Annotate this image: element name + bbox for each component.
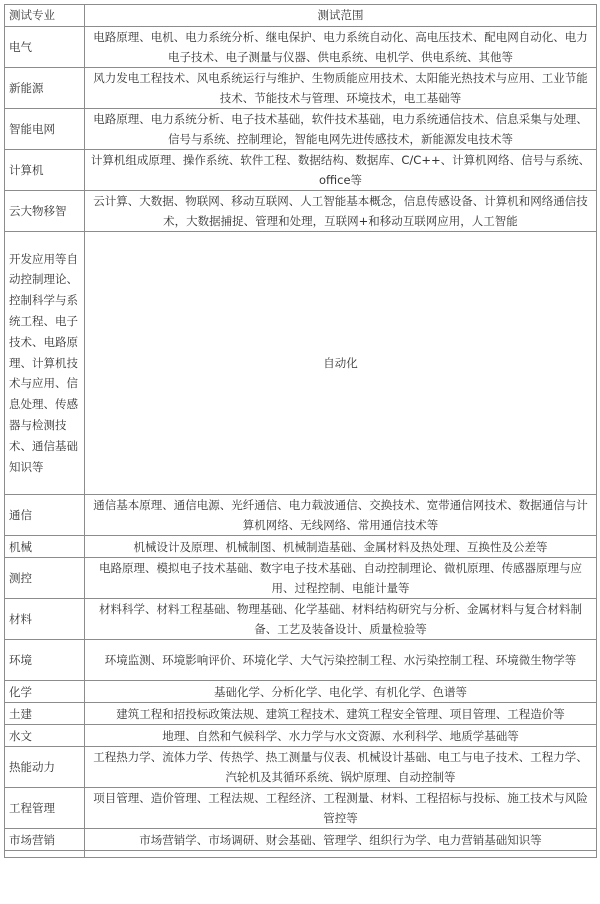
scope-cell: 项目管理、造价管理、工程法规、工程经济、工程测量、材料、工程招标与投标、施工技术与风险管控等 [85,788,597,829]
scope-cell: 材料科学、材料工程基础、物理基础、化学基础、材料结构研究与分析、金属材料与复合材料制备、工艺及装备设计、质量检验等 [85,599,597,640]
table-row [5,640,597,681]
syllabus-table [4,4,597,858]
table-row [5,599,597,640]
scope-cell: 市场营销学、市场调研、财会基础、管理学、组织行为学、电力营销基础知识等 [85,829,597,851]
table-row [5,150,597,191]
table-row [5,27,597,68]
table-row [5,191,597,232]
table-row [5,681,597,703]
major-cell: 水文 [5,725,85,747]
scope-cell: 环境监测、环境影响评价、环境化学、大气污染控制工程、水污染控制工程、环境微生物学等 [85,640,597,681]
column-header-scope: 测试范围 [85,5,597,27]
scope-cell: 电路原理、电力系统分析、电子技术基础，软件技术基础，电力系统通信技术、信息采集与处理、信号与系统、控制理论，智能电网先进传感技术，新能源发电技术等 [85,109,597,150]
column-header-major: 测试专业 [5,5,85,27]
major-cell: 开发应用等自动控制理论、控制科学与系统工程、电子技术、电路原理、计算机技术与应用、信息处理、传感器与检测技术、通信基础知识等 [5,232,85,495]
major-cell: 市场营销 [5,829,85,851]
table-row [5,851,597,858]
table-row [5,558,597,599]
scope-cell: 工程热力学、流体力学、传热学、热工测量与仪表、机械设计基础、电工与电子技术、工程力学、汽轮机及其循环系统、锅炉原理、自动控制等 [85,747,597,788]
scope-cell [85,851,597,858]
major-cell: 新能源 [5,68,85,109]
major-cell: 环境 [5,640,85,681]
scope-cell: 基础化学、分析化学、电化学、有机化学、色谱等 [85,681,597,703]
major-cell: 材料 [5,599,85,640]
table-row [5,829,597,851]
table-row [5,747,597,788]
scope-cell: 机械设计及原理、机械制图、机械制造基础、金属材料及热处理、互换性及公差等 [85,536,597,558]
table-row [5,536,597,558]
major-cell: 电气 [5,27,85,68]
table-row [5,495,597,536]
major-cell: 云大物移智 [5,191,85,232]
major-cell: 通信 [5,495,85,536]
table-row [5,68,597,109]
major-cell: 土建 [5,703,85,725]
table-row [5,109,597,150]
major-cell: 机械 [5,536,85,558]
table-row [5,725,597,747]
scope-cell: 通信基本原理、通信电源、光纤通信、电力载波通信、交换技术、宽带通信网技术、数据通信与计算机网络、无线网络、常用通信技术等 [85,495,597,536]
major-cell: 计算机 [5,150,85,191]
scope-cell: 建筑工程和招投标政策法规、建筑工程技术、建筑工程安全管理、项目管理、工程造价等 [85,703,597,725]
table-row [5,232,597,495]
major-cell: 智能电网 [5,109,85,150]
table-row [5,788,597,829]
scope-cell: 地理、自然和气候科学、水力学与水文资源、水利科学、地质学基础等 [85,725,597,747]
major-cell [5,851,85,858]
scope-cell: 计算机组成原理、操作系统、软件工程、数据结构、数据库、C/C++、计算机网络、信号与系统、office等 [85,150,597,191]
major-cell: 工程管理 [5,788,85,829]
table-header-row [5,5,597,27]
major-cell: 测控 [5,558,85,599]
major-cell: 化学 [5,681,85,703]
scope-cell: 自动化 [85,232,597,495]
scope-cell: 风力发电工程技术、风电系统运行与维护、生物质能应用技术、太阳能光热技术与应用、工业节能技术、节能技术与管理、环境技术，电工基础等 [85,68,597,109]
scope-cell: 电路原理、模拟电子技术基础、数字电子技术基础、自动控制理论、微机原理、传感器原理与应用、过程控制、电能计量等 [85,558,597,599]
scope-cell: 云计算、大数据、物联网、移动互联网、人工智能基本概念，信息传感设备、计算机和网络通信技术，大数据捕捉、管理和处理，互联网+和移动互联网应用，人工智能 [85,191,597,232]
scope-cell: 电路原理、电机、电力系统分析、继电保护、电力系统自动化、高电压技术、配电网自动化、电力电子技术、电子测量与仪器、供电系统、电机学、供电系统、其他等 [85,27,597,68]
table-row [5,703,597,725]
major-cell: 热能动力 [5,747,85,788]
